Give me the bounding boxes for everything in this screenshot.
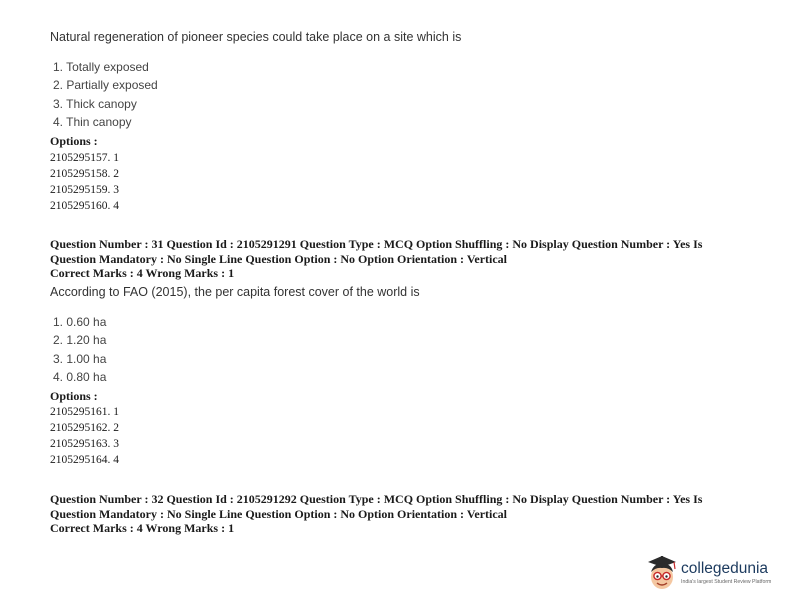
meta-line: Question Mandatory : No Single Line Question Option : No Option Orientation : Vertical [50, 506, 508, 521]
option-id-item: 2105295163. 3 [50, 438, 119, 450]
option-id-item: 2105295164. 4 [50, 454, 119, 466]
choice-item: 2. Partially exposed [53, 78, 158, 93]
option-id-item: 2105295159. 3 [50, 184, 119, 196]
choice-item: 1. 0.60 ha [53, 315, 107, 329]
options-label: Options : [50, 134, 98, 148]
choice-item: 4. 0.80 ha [53, 369, 107, 384]
options-label: Options : [50, 389, 98, 403]
question-31-text: According to FAO (2015), the per capita forest cover of the world is [50, 285, 420, 299]
meta-line: Question Number : 31 Question Id : 2105291291 Question Type : MCQ Option Shuffling : No Display Question Number : Yes Is [50, 237, 703, 251]
option-id-item: 2105295157. 1 [50, 152, 119, 164]
question-30-option-ids [50, 150, 119, 214]
choice-item: 3. Thick canopy [53, 96, 137, 111]
choice-item: 4. Thin canopy [53, 114, 132, 129]
question-32-meta [50, 492, 750, 536]
logo-wordmark: collegedunia [681, 560, 769, 577]
choice-item: 3. 1.00 ha [53, 351, 107, 366]
option-id-item: 2105295158. 2 [50, 168, 119, 180]
collegedunia-logo [644, 554, 792, 594]
question-31-meta [50, 237, 750, 281]
meta-line: Question Number : 32 Question Id : 2105291292 Question Type : MCQ Option Shuffling : No Display Question Number : Yes Is [50, 492, 703, 506]
question-30-choices [53, 58, 158, 131]
student-mascot-icon [644, 554, 680, 594]
meta-line: Question Mandatory : No Single Line Question Option : No Option Orientation : Vertical [50, 251, 508, 266]
choice-item: 2. 1.20 ha [53, 333, 107, 348]
marks-line: Correct Marks : 4 Wrong Marks : 1 [50, 521, 235, 535]
logo-tagline: India's largest Student Review Platform [681, 579, 772, 585]
option-id-item: 2105295162. 2 [50, 422, 119, 434]
question-31-choices [53, 313, 106, 386]
choice-item: 1. Totally exposed [53, 60, 149, 74]
option-id-item: 2105295161. 1 [50, 406, 119, 418]
marks-line: Correct Marks : 4 Wrong Marks : 1 [50, 266, 235, 280]
option-id-item: 2105295160. 4 [50, 200, 119, 212]
question-31-option-ids [50, 404, 119, 468]
question-30-text: Natural regeneration of pioneer species could take place on a site which is [50, 30, 462, 44]
